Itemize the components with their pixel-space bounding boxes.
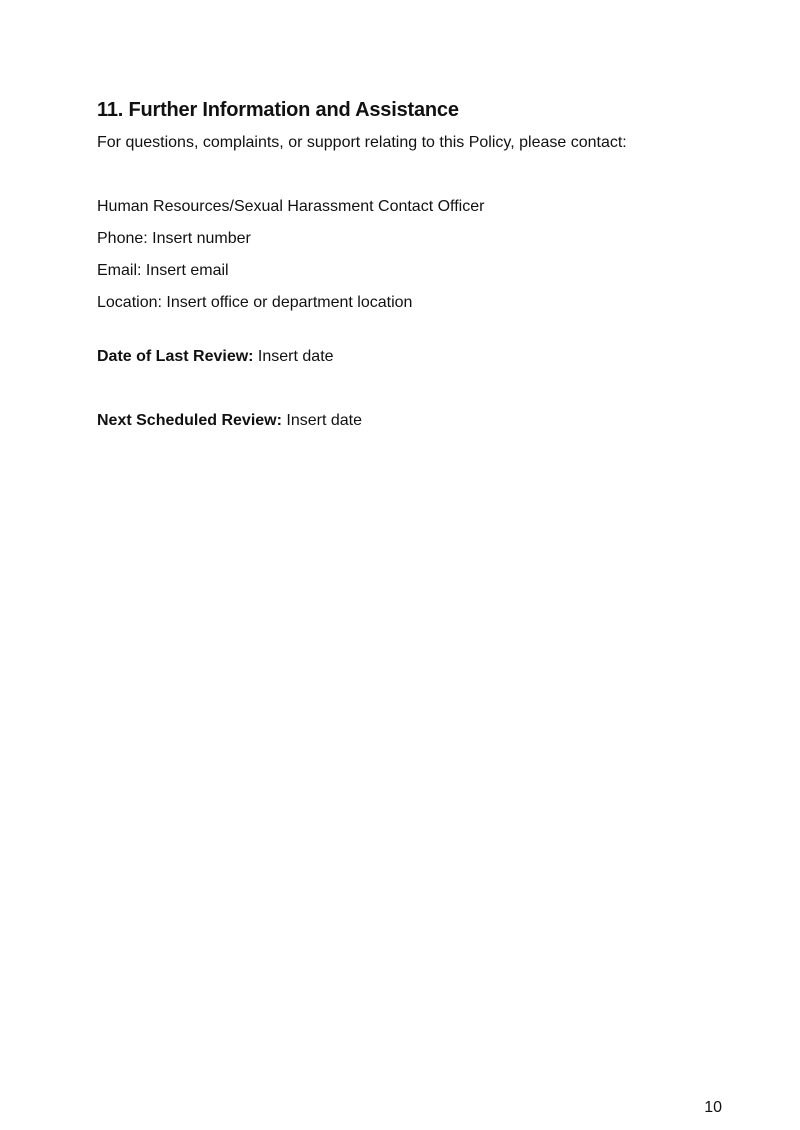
next-review-value: Insert date — [281, 412, 362, 429]
page-content — [97, 96, 737, 432]
last-review-value: Insert date — [253, 348, 334, 365]
contact-email: Email: Insert email — [97, 262, 229, 279]
next-review-label: Next Scheduled Review: — [97, 412, 282, 429]
contact-location: Location: Insert office or department location — [97, 294, 413, 311]
section-heading: 11. Further Information and Assistance — [97, 99, 459, 121]
contact-phone: Phone: Insert number — [97, 230, 251, 247]
last-review-label: Date of Last Review: — [97, 348, 254, 365]
page-number: 10 — [704, 1099, 722, 1116]
next-review-line — [97, 410, 737, 432]
contact-role: Human Resources/Sexual Harassment Contact Officer — [97, 198, 485, 215]
last-review-line — [97, 346, 737, 368]
contact-details — [97, 196, 737, 314]
section-intro: For questions, complaints, or support relating to this Policy, please contact: — [97, 134, 627, 151]
